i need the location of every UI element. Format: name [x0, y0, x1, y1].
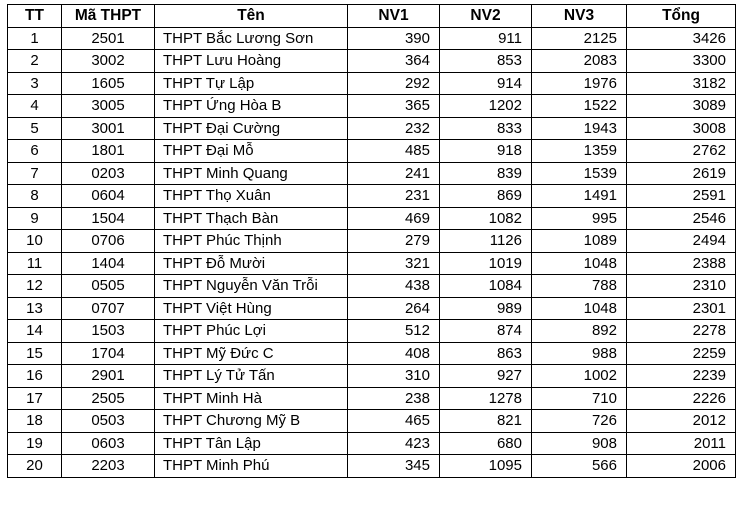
table-cell: 365 — [348, 95, 440, 118]
table-cell: 364 — [348, 50, 440, 73]
table-cell: 1019 — [440, 252, 532, 275]
table-cell: 911 — [440, 27, 532, 50]
table-cell: 2301 — [627, 297, 736, 320]
table-cell: THPT Thọ Xuân — [155, 185, 348, 208]
table-cell: THPT Phúc Thịnh — [155, 230, 348, 253]
table-cell: 321 — [348, 252, 440, 275]
table-cell: THPT Tân Lập — [155, 432, 348, 455]
table-row — [8, 432, 736, 455]
table-cell: 465 — [348, 410, 440, 433]
table-cell: 2259 — [627, 342, 736, 365]
table-cell: 863 — [440, 342, 532, 365]
table-cell: 2226 — [627, 387, 736, 410]
table-cell: 2546 — [627, 207, 736, 230]
table-cell: 3300 — [627, 50, 736, 73]
table-cell: 1522 — [532, 95, 627, 118]
table-cell: 3001 — [62, 117, 155, 140]
table-cell: 3002 — [62, 50, 155, 73]
table-cell: 2012 — [627, 410, 736, 433]
table-row — [8, 230, 736, 253]
table-cell: 566 — [532, 455, 627, 478]
table-cell: 2310 — [627, 275, 736, 298]
table-cell: 13 — [8, 297, 62, 320]
table-cell: 15 — [8, 342, 62, 365]
table-row — [8, 162, 736, 185]
table-cell: 1503 — [62, 320, 155, 343]
table-cell: 408 — [348, 342, 440, 365]
table-row — [8, 27, 736, 50]
table-cell: 3426 — [627, 27, 736, 50]
table-cell: 1491 — [532, 185, 627, 208]
table-cell: THPT Chương Mỹ B — [155, 410, 348, 433]
table-header — [8, 5, 736, 28]
table-cell: 821 — [440, 410, 532, 433]
table-cell: THPT Lưu Hoàng — [155, 50, 348, 73]
table-row — [8, 117, 736, 140]
table-cell: 988 — [532, 342, 627, 365]
table-cell: 423 — [348, 432, 440, 455]
table-cell: 16 — [8, 365, 62, 388]
table-cell: 390 — [348, 27, 440, 50]
table-cell: 839 — [440, 162, 532, 185]
header-cell: TT — [8, 5, 62, 28]
table-cell: 2388 — [627, 252, 736, 275]
table-cell: 2006 — [627, 455, 736, 478]
table-cell: 1048 — [532, 297, 627, 320]
header-row — [8, 5, 736, 28]
table-cell: 5 — [8, 117, 62, 140]
table-row — [8, 342, 736, 365]
table-cell: 3182 — [627, 72, 736, 95]
table-cell: 0503 — [62, 410, 155, 433]
table-cell: THPT Minh Hà — [155, 387, 348, 410]
table-cell: 292 — [348, 72, 440, 95]
table-cell: 726 — [532, 410, 627, 433]
table-cell: 0707 — [62, 297, 155, 320]
table-row — [8, 410, 736, 433]
table-cell: 710 — [532, 387, 627, 410]
table-cell: 2901 — [62, 365, 155, 388]
table-cell: 914 — [440, 72, 532, 95]
table-cell: 8 — [8, 185, 62, 208]
table-cell: THPT Đỗ Mười — [155, 252, 348, 275]
table-cell: 1202 — [440, 95, 532, 118]
table-cell: 1404 — [62, 252, 155, 275]
table-cell: 0505 — [62, 275, 155, 298]
table-cell: 3005 — [62, 95, 155, 118]
table-cell: 2083 — [532, 50, 627, 73]
table-cell: 1278 — [440, 387, 532, 410]
table-cell: 241 — [348, 162, 440, 185]
header-cell: NV3 — [532, 5, 627, 28]
table-cell: 6 — [8, 140, 62, 163]
table-cell: 989 — [440, 297, 532, 320]
table-cell: 2501 — [62, 27, 155, 50]
table-cell: 20 — [8, 455, 62, 478]
table-cell: 853 — [440, 50, 532, 73]
table-row — [8, 365, 736, 388]
table-cell: 18 — [8, 410, 62, 433]
table-row — [8, 207, 736, 230]
table-cell: 1605 — [62, 72, 155, 95]
table-cell: 1089 — [532, 230, 627, 253]
table-cell: 17 — [8, 387, 62, 410]
table-cell: THPT Phúc Lợi — [155, 320, 348, 343]
table-cell: THPT Mỹ Đức C — [155, 342, 348, 365]
table-cell: 0706 — [62, 230, 155, 253]
table-cell: 2203 — [62, 455, 155, 478]
table-cell: 1943 — [532, 117, 627, 140]
header-cell: NV1 — [348, 5, 440, 28]
table-cell: 2505 — [62, 387, 155, 410]
table-cell: 2762 — [627, 140, 736, 163]
table-cell: 232 — [348, 117, 440, 140]
table-cell: 1084 — [440, 275, 532, 298]
table-cell: 680 — [440, 432, 532, 455]
table-cell: 438 — [348, 275, 440, 298]
table-cell: 1 — [8, 27, 62, 50]
table-cell: 1095 — [440, 455, 532, 478]
table-cell: 279 — [348, 230, 440, 253]
table-cell: 788 — [532, 275, 627, 298]
table-cell: 12 — [8, 275, 62, 298]
table-row — [8, 185, 736, 208]
table-cell: 2011 — [627, 432, 736, 455]
table-cell: 2591 — [627, 185, 736, 208]
table-row — [8, 50, 736, 73]
table-cell: THPT Lý Tử Tấn — [155, 365, 348, 388]
table-cell: 2125 — [532, 27, 627, 50]
table-cell: 1976 — [532, 72, 627, 95]
table-cell: 264 — [348, 297, 440, 320]
table-cell: 2 — [8, 50, 62, 73]
school-admission-table — [7, 4, 736, 478]
table-cell: THPT Minh Phú — [155, 455, 348, 478]
table-cell: 0604 — [62, 185, 155, 208]
header-cell: Tổng — [627, 5, 736, 28]
table-cell: 469 — [348, 207, 440, 230]
table-cell: 231 — [348, 185, 440, 208]
table-cell: 10 — [8, 230, 62, 253]
table-row — [8, 252, 736, 275]
table-cell: 2619 — [627, 162, 736, 185]
table-row — [8, 140, 736, 163]
table-cell: THPT Tự Lập — [155, 72, 348, 95]
table-cell: 892 — [532, 320, 627, 343]
table-cell: 908 — [532, 432, 627, 455]
table-row — [8, 320, 736, 343]
table-cell: 238 — [348, 387, 440, 410]
table-cell: 4 — [8, 95, 62, 118]
table-cell: THPT Bắc Lương Sơn — [155, 27, 348, 50]
table-cell: 1082 — [440, 207, 532, 230]
table-cell: 869 — [440, 185, 532, 208]
table-cell: THPT Việt Hùng — [155, 297, 348, 320]
table-cell: 9 — [8, 207, 62, 230]
table-cell: 2239 — [627, 365, 736, 388]
table-cell: 1539 — [532, 162, 627, 185]
table-cell: 19 — [8, 432, 62, 455]
header-cell: Mã THPT — [62, 5, 155, 28]
table-cell: THPT Ứng Hòa B — [155, 95, 348, 118]
table-cell: THPT Minh Quang — [155, 162, 348, 185]
table-row — [8, 387, 736, 410]
table-cell: 833 — [440, 117, 532, 140]
table-cell: 1801 — [62, 140, 155, 163]
table-cell: 1048 — [532, 252, 627, 275]
table-cell: 918 — [440, 140, 532, 163]
table-cell: THPT Đại Cường — [155, 117, 348, 140]
table-cell: 3089 — [627, 95, 736, 118]
table-cell: 1504 — [62, 207, 155, 230]
table-cell: 310 — [348, 365, 440, 388]
table-cell: THPT Nguyễn Văn Trỗi — [155, 275, 348, 298]
table-body — [8, 27, 736, 477]
table-cell: 0603 — [62, 432, 155, 455]
table-cell: 1126 — [440, 230, 532, 253]
header-cell: Tên — [155, 5, 348, 28]
table-cell: 2278 — [627, 320, 736, 343]
table-cell: 1704 — [62, 342, 155, 365]
table-cell: 14 — [8, 320, 62, 343]
table-cell: 3 — [8, 72, 62, 95]
table-cell: THPT Đại Mỗ — [155, 140, 348, 163]
table-cell: 0203 — [62, 162, 155, 185]
table-cell: 995 — [532, 207, 627, 230]
table-row — [8, 95, 736, 118]
table-cell: 927 — [440, 365, 532, 388]
table-cell: 485 — [348, 140, 440, 163]
header-cell: NV2 — [440, 5, 532, 28]
table-cell: 2494 — [627, 230, 736, 253]
table-cell: 512 — [348, 320, 440, 343]
table-row — [8, 275, 736, 298]
table-cell: 3008 — [627, 117, 736, 140]
table-cell: 874 — [440, 320, 532, 343]
table-cell: 7 — [8, 162, 62, 185]
table-cell: THPT Thạch Bàn — [155, 207, 348, 230]
table-cell: 1002 — [532, 365, 627, 388]
table-row — [8, 297, 736, 320]
table-row — [8, 72, 736, 95]
table-cell: 345 — [348, 455, 440, 478]
table-cell: 1359 — [532, 140, 627, 163]
table-row — [8, 455, 736, 478]
table-cell: 11 — [8, 252, 62, 275]
